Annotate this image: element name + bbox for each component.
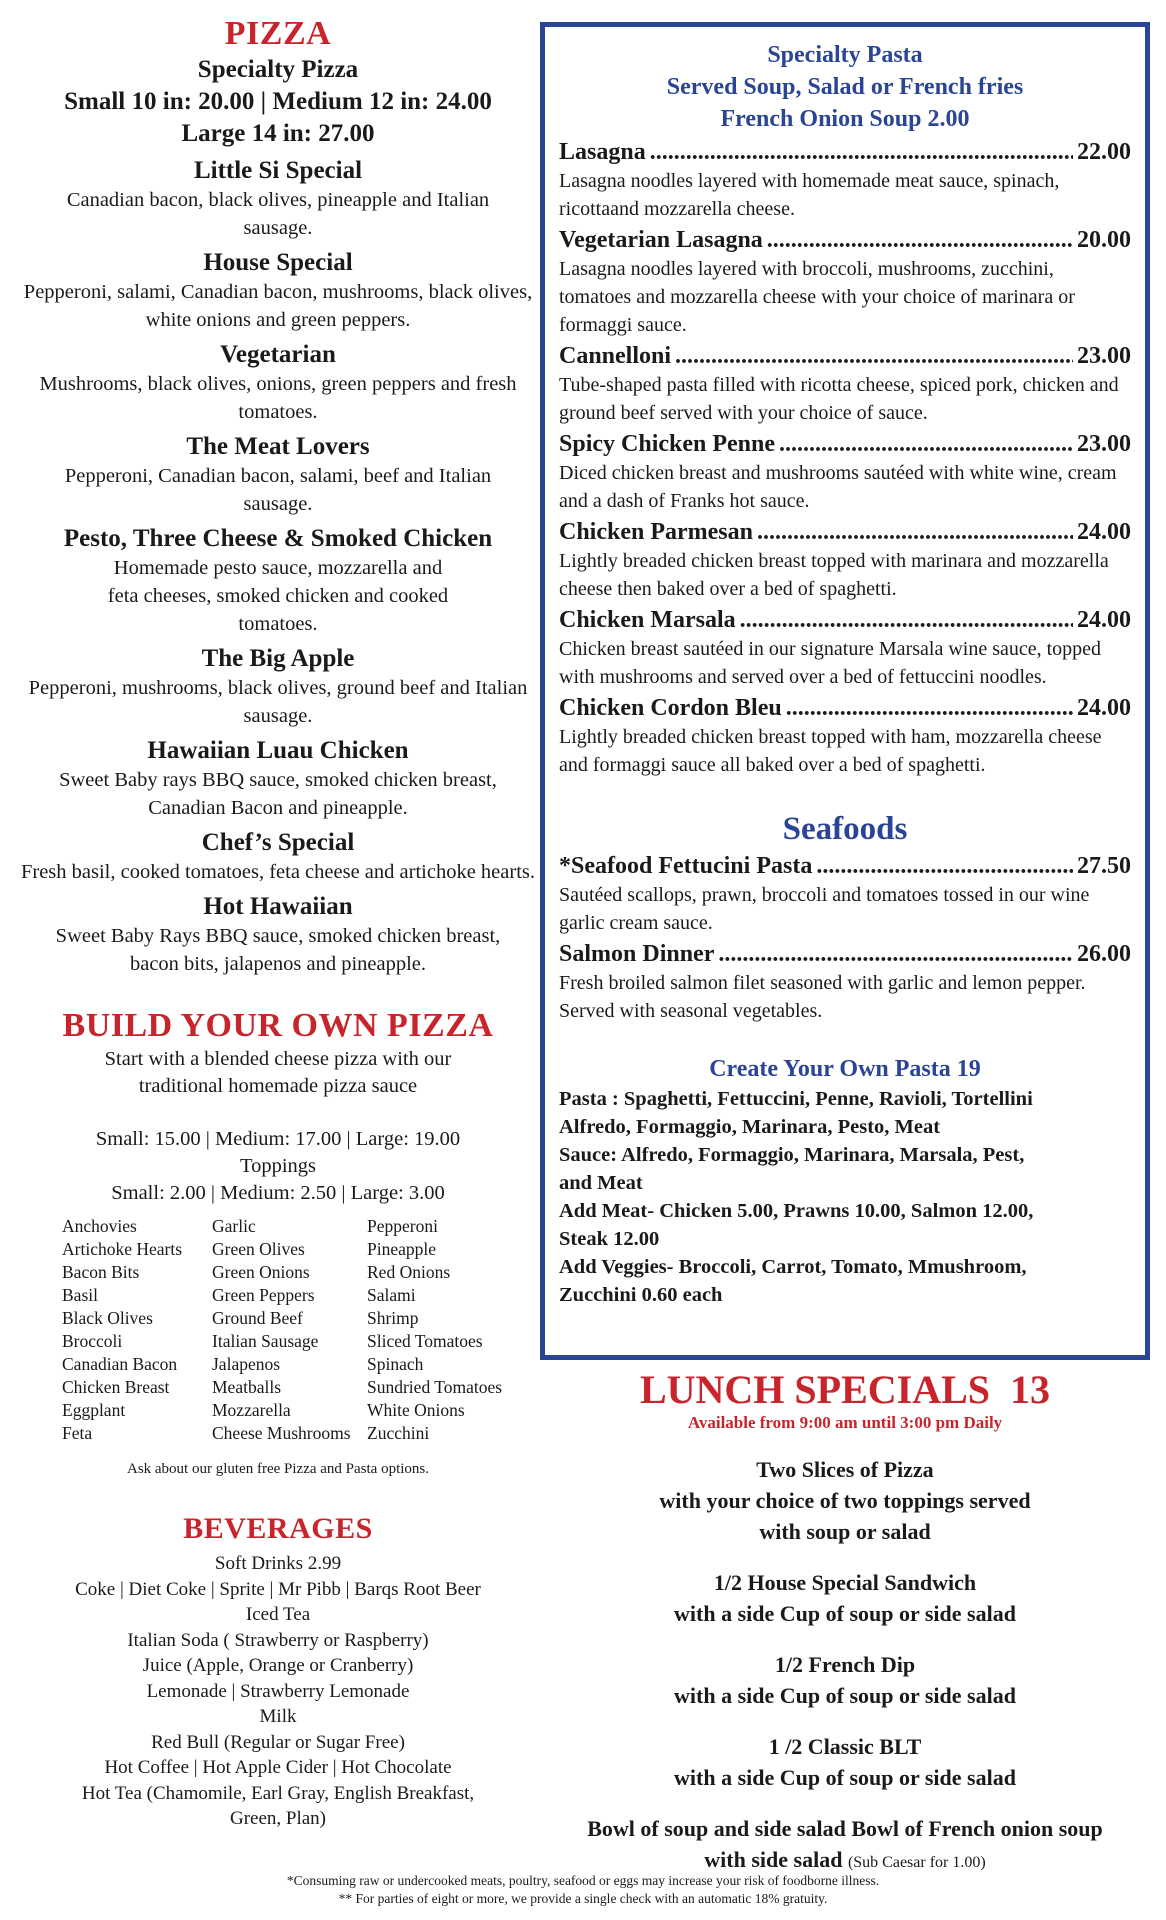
- pizza-item: [18, 736, 538, 822]
- seafoods-heading: Seafoods: [782, 811, 908, 847]
- topping: Green Peppers: [212, 1285, 315, 1305]
- topping: Salami: [367, 1285, 416, 1305]
- topping: Eggplant: [62, 1400, 126, 1420]
- toppings-column: [212, 1215, 367, 1445]
- toppings-label: Toppings: [239, 1155, 316, 1177]
- pasta-item: [559, 138, 1131, 223]
- lunch-item-line: with soup or salad: [759, 1519, 931, 1544]
- footer: [0, 1872, 1166, 1908]
- create-pasta-line: Pasta : Spaghetti, Fettuccini, Penne, Ravioli, Tortellini: [559, 1088, 1033, 1110]
- pizza-item: [18, 644, 538, 730]
- topping: Anchovies: [62, 1216, 137, 1236]
- topping: Jalapenos: [212, 1354, 281, 1374]
- topping: Meatballs: [212, 1377, 282, 1397]
- pizza-item-desc: Sweet Baby rays BBQ sauce, smoked chicken breast, Canadian Bacon and pineapple.: [59, 769, 497, 819]
- lunch-specials-title: LUNCH SPECIALS 13: [639, 1367, 1051, 1412]
- pasta-item-price: 24.00: [1077, 607, 1131, 633]
- pizza-item: [18, 156, 538, 242]
- toppings-column: [62, 1215, 212, 1445]
- french-onion-soup-price: French Onion Soup 2.00: [720, 106, 970, 132]
- pizza-item-name: The Big Apple: [201, 645, 355, 672]
- pasta-item-price: 22.00: [1077, 139, 1131, 165]
- pasta-box: [540, 22, 1150, 1360]
- pizza-item-name: House Special: [203, 249, 353, 276]
- toppings-column: [367, 1215, 537, 1445]
- build-intro-line2: traditional homemade pizza sauce: [138, 1075, 418, 1097]
- seafood-item-name: *Seafood Fettucini Pasta: [559, 853, 813, 879]
- pizza-item: [18, 524, 538, 638]
- pasta-item-desc: Lasagna noodles layered with homemade meat sauce, spinach, ricottaand mozzarella cheese.: [559, 170, 1060, 220]
- pizza-item-desc: Homemade pesto sauce, mozzarella and feta cheeses, smoked chicken and cooked tomatoes.: [107, 557, 449, 635]
- topping: Spinach: [367, 1354, 424, 1374]
- pasta-item-desc: Lightly breaded chicken breast topped with ham, mozzarella cheese and formaggi sauce all baked over a bed of spaghetti.: [559, 726, 1102, 776]
- dot-leader: [675, 342, 1073, 371]
- gluten-free-note: Ask about our gluten free Pizza and Pasta options.: [126, 1461, 429, 1477]
- pasta-item-name: Chicken Parmesan: [559, 519, 753, 545]
- topping-prices: Small: 2.00 | Medium: 2.50 | Large: 3.00: [111, 1182, 445, 1204]
- lunch-item-line: with a side Cup of soup or side salad: [674, 1765, 1016, 1790]
- pasta-item-desc: Diced chicken breast and mushrooms sautéed with white wine, cream and a dash of Franks hot sauce.: [559, 462, 1117, 512]
- beverage-line: Milk: [259, 1706, 297, 1727]
- pizza-item-desc: Pepperoni, mushrooms, black olives, ground beef and Italian sausage.: [28, 677, 528, 727]
- topping: Black Olives: [62, 1308, 153, 1328]
- beverage-line: Red Bull (Regular or Sugar Free): [151, 1731, 405, 1753]
- seafood-item-desc: Sautéed scallops, prawn, broccoli and tomatoes tossed in our wine garlic cream sauce.: [559, 884, 1090, 934]
- dot-leader: [718, 940, 1073, 969]
- toppings-list: [62, 1215, 538, 1445]
- topping: White Onions: [367, 1400, 465, 1420]
- pasta-item-desc: Lightly breaded chicken breast topped with marinara and mozzarella cheese then baked over a bed of spaghetti.: [559, 550, 1109, 600]
- lunch-item-line: Two Slices of Pizza: [756, 1457, 934, 1482]
- pizza-item: [18, 828, 538, 886]
- topping: Basil: [62, 1285, 98, 1305]
- beverage-line: Hot Coffee | Hot Apple Cider | Hot Chocolate: [104, 1757, 452, 1778]
- topping: Bacon Bits: [62, 1262, 140, 1282]
- topping: Shrimp: [367, 1308, 419, 1328]
- dot-leader: [786, 694, 1073, 723]
- pasta-item: [559, 430, 1131, 515]
- lunch-item: [540, 1454, 1150, 1547]
- pizza-item-name: Pesto, Three Cheese & Smoked Chicken: [63, 525, 493, 552]
- create-pasta-options: [559, 1085, 1131, 1309]
- pizza-item-name: Little Si Special: [193, 157, 363, 184]
- topping: Chicken Breast: [62, 1377, 170, 1397]
- pizza-item-desc: Canadian bacon, black olives, pineapple and Italian sausage.: [66, 189, 490, 239]
- pizza-item-name: Chef’s Special: [201, 829, 355, 856]
- pasta-item-name: Chicken Marsala: [559, 607, 736, 633]
- beverage-line: Soft Drinks 2.99: [214, 1553, 342, 1574]
- build-your-own-title: BUILD YOUR OWN PIZZA: [62, 1007, 494, 1044]
- pizza-item-desc: Fresh basil, cooked tomatoes, feta cheese and artichoke hearts.: [20, 861, 535, 883]
- lunch-item: [540, 1649, 1150, 1711]
- pizza-item-name: The Meat Lovers: [186, 433, 370, 460]
- dot-leader: [757, 518, 1073, 547]
- lunch-availability: Available from 9:00 am until 3:00 pm Daily: [687, 1413, 1003, 1432]
- topping: Red Onions: [367, 1262, 451, 1282]
- topping: Sliced Tomatoes: [367, 1331, 483, 1351]
- gratuity-note: ** For parties of eight or more, we provide a single check with an automatic 18% gratuity.: [338, 1891, 828, 1906]
- dot-leader: [816, 852, 1073, 881]
- pizza-prices-line2: Large 14 in: 27.00: [181, 120, 375, 147]
- beverage-line: Italian Soda ( Strawberry or Raspberry): [127, 1629, 429, 1651]
- pizza-item: [18, 432, 538, 518]
- pizza-item-desc: Pepperoni, salami, Canadian bacon, mushrooms, black olives, white onions and green peppers.: [23, 281, 533, 331]
- seafood-item-name: Salmon Dinner: [559, 941, 715, 967]
- pasta-item-price: 24.00: [1077, 519, 1131, 545]
- lunch-item: [540, 1813, 1150, 1878]
- pizza-item-name: Hawaiian Luau Chicken: [147, 737, 409, 764]
- lunch-specials: [540, 1368, 1150, 1878]
- dot-leader: [650, 138, 1073, 167]
- lunch-item-line: with a side Cup of soup or side salad: [674, 1601, 1016, 1626]
- pizza-title: PIZZA: [224, 15, 332, 52]
- pizza-item-desc: Pepperoni, Canadian bacon, salami, beef and Italian sausage.: [64, 465, 492, 515]
- create-pasta-line: Zucchini 0.60 each: [559, 1284, 723, 1306]
- beverage-line: Coke | Diet Coke | Sprite | Mr Pibb | Barqs Root Beer: [75, 1578, 481, 1600]
- pasta-item-desc: Lasagna noodles layered with broccoli, mushrooms, zucchini, tomatoes and mozzarella cheese with your choice of marinara or formaggi sauce.: [559, 258, 1075, 336]
- beverage-line: Hot Tea (Chamomile, Earl Gray, English Breakfast,: [81, 1782, 475, 1804]
- lunch-item-line: Bowl of soup and side salad Bowl of French onion soup: [587, 1816, 1103, 1841]
- pasta-item-price: 23.00: [1077, 343, 1131, 369]
- pasta-item: [559, 226, 1131, 339]
- pasta-item-desc: Tube-shaped pasta filled with ricotta cheese, spiced pork, chicken and ground beef served with your choice of sauce.: [559, 374, 1119, 424]
- topping: Broccoli: [62, 1331, 123, 1351]
- beverage-line: Lemonade | Strawberry Lemonade: [146, 1680, 410, 1702]
- dot-leader: [779, 430, 1073, 459]
- topping: Italian Sausage: [212, 1331, 319, 1351]
- create-pasta-line: Steak 12.00: [559, 1228, 660, 1250]
- pasta-item: [559, 518, 1131, 603]
- seafood-item: [559, 940, 1131, 1025]
- build-intro-line1: Start with a blended cheese pizza with our: [104, 1048, 452, 1070]
- specialty-pizza-heading: Specialty Pizza: [197, 56, 359, 83]
- beverage-line: Iced Tea: [245, 1604, 311, 1625]
- seafood-item: [559, 852, 1131, 937]
- lunch-item-line: 1/2 House Special Sandwich: [713, 1570, 977, 1595]
- topping: Sundried Tomatoes: [367, 1377, 503, 1397]
- topping: Mozzarella: [212, 1400, 291, 1420]
- topping: Canadian Bacon: [62, 1354, 178, 1374]
- left-column: [18, 14, 538, 1832]
- create-pasta-line: Alfredo, Formaggio, Marinara, Pesto, Meat: [559, 1116, 941, 1138]
- topping: Garlic: [212, 1216, 256, 1236]
- dot-leader: [740, 606, 1073, 635]
- pasta-item-price: 20.00: [1077, 227, 1131, 253]
- pasta-item-name: Cannelloni: [559, 343, 672, 369]
- pizza-item: [18, 892, 538, 978]
- seafood-item-desc: Fresh broiled salmon filet seasoned with garlic and lemon pepper. Served with seasonal vegetables.: [559, 972, 1086, 1022]
- pizza-prices-line1: Small 10 in: 20.00 | Medium 12 in: 24.00: [64, 88, 492, 115]
- seafood-item-price: 26.00: [1077, 941, 1131, 967]
- dot-leader: [767, 226, 1073, 255]
- topping: Cheese Mushrooms: [212, 1423, 351, 1443]
- lunch-item: [540, 1567, 1150, 1629]
- lunch-item-text: with side salad: [704, 1847, 843, 1872]
- lunch-item-line: with your choice of two toppings served: [659, 1488, 1031, 1513]
- pizza-item-desc: Sweet Baby Rays BBQ sauce, smoked chicken breast, bacon bits, jalapenos and pineapple.: [55, 925, 501, 975]
- raw-food-disclaimer: *Consuming raw or undercooked meats, poultry, seafood or eggs may increase your risk of foodborne illness.: [286, 1873, 880, 1888]
- right-column: [540, 22, 1150, 1878]
- topping: Feta: [62, 1423, 93, 1443]
- topping: Artichoke Hearts: [62, 1239, 183, 1259]
- specialty-pasta-heading: Specialty Pasta: [767, 42, 923, 68]
- create-pasta-line: Add Meat- Chicken 5.00, Prawns 10.00, Salmon 12.00,: [559, 1200, 1034, 1222]
- pasta-item-name: Spicy Chicken Penne: [559, 431, 776, 457]
- lunch-item-line: with a side Cup of soup or side salad: [674, 1683, 1016, 1708]
- pasta-item: [559, 342, 1131, 427]
- topping: Green Olives: [212, 1239, 305, 1259]
- pasta-item: [559, 694, 1131, 779]
- build-sizes: Small: 15.00 | Medium: 17.00 | Large: 19.00: [95, 1128, 461, 1150]
- pasta-item-desc: Chicken breast sautéed in our signature Marsala wine sauce, topped with mushrooms and served over a bed of fettuccini noodles.: [559, 638, 1102, 688]
- beverage-line: Juice (Apple, Orange or Cranberry): [142, 1655, 414, 1676]
- beverages-title: BEVERAGES: [183, 1512, 373, 1545]
- sub-caesar-note: (Sub Caesar for 1.00): [847, 1854, 986, 1871]
- pizza-item-desc: Mushrooms, black olives, onions, green peppers and fresh tomatoes.: [39, 373, 517, 423]
- seafood-item-price: 27.50: [1077, 853, 1131, 879]
- topping: Green Onions: [212, 1262, 310, 1282]
- create-pasta-line: Add Veggies- Broccoli, Carrot, Tomato, Mmushroom,: [559, 1256, 1027, 1278]
- create-your-own-pasta-heading: Create Your Own Pasta 19: [709, 1056, 981, 1082]
- pasta-item-price: 23.00: [1077, 431, 1131, 457]
- topping: Zucchini: [367, 1423, 430, 1443]
- lunch-item-line: 1/2 French Dip: [774, 1652, 916, 1677]
- pasta-item: [559, 606, 1131, 691]
- beverages-list: [18, 1551, 538, 1832]
- pasta-item-name: Vegetarian Lasagna: [559, 227, 763, 253]
- pizza-item: [18, 340, 538, 426]
- lunch-item-line: 1 /2 Classic BLT: [768, 1734, 922, 1759]
- pasta-item-name: Chicken Cordon Bleu: [559, 695, 782, 721]
- pizza-item: [18, 248, 538, 334]
- beverage-line: Green, Plan): [229, 1808, 327, 1829]
- pizza-item-name: Vegetarian: [220, 341, 336, 368]
- lunch-item: [540, 1731, 1150, 1793]
- create-pasta-line: and Meat: [559, 1172, 643, 1194]
- topping: Pepperoni: [367, 1216, 438, 1236]
- pizza-item-name: Hot Hawaiian: [203, 893, 353, 920]
- topping: Ground Beef: [212, 1308, 303, 1328]
- pasta-item-price: 24.00: [1077, 695, 1131, 721]
- pasta-item-name: Lasagna: [559, 139, 646, 165]
- pasta-served-with: Served Soup, Salad or French fries: [666, 74, 1024, 100]
- create-pasta-line: Sauce: Alfredo, Formaggio, Marinara, Marsala, Pest,: [559, 1144, 1025, 1166]
- topping: Pineapple: [367, 1239, 437, 1259]
